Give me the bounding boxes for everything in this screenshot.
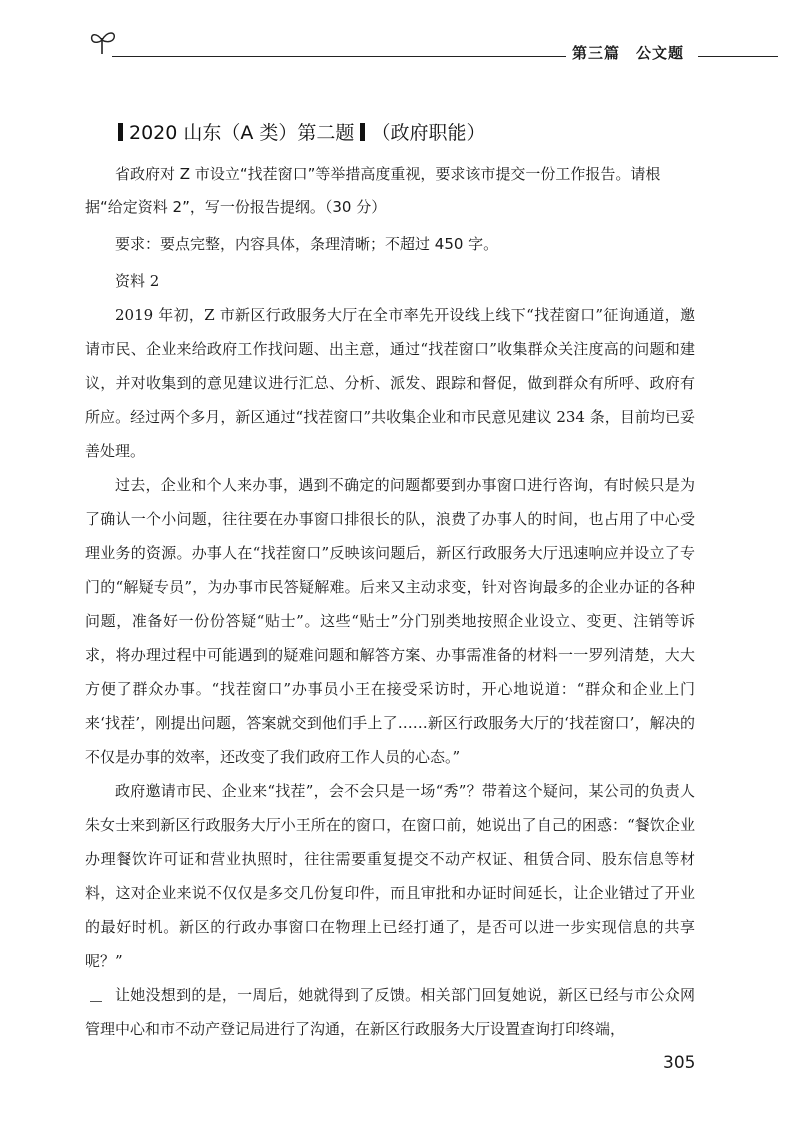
header-rule-right	[698, 56, 778, 57]
material-paragraph: 过去，企业和个人来办事，遇到不确定的问题都要到办事窗口进行咨询，有时候只是为了确认一个小问题，往往要在办事窗口排很长的队，浪费了办事人的时间，也占用了中心受理业务的资源。办事人在“找茬窗口”反映该问题后，新区行政服务大厅迅速响应并设立了专门的“解疑专员”，为办事市民答疑解难。后来又主动求变，针对咨询最多的企业办证的各种问题，准备好一份份答疑“贴士”。这些“贴士”分门别类地按照企业设立、变更、注销等诉求，将办理过程中可能遇到的疑难问题和解答方案、办事需准备的材料一一罗列清楚，大大方便了群众办事。“找茬窗口”办事员小王在接受采访时，开心地说道：“群众和企业上门来‘找茬’，刚提出问题，答案就交到他们手上了……新区行政服务大厅的‘找茬窗口’，解决的不仅是办事的效率，还改变了我们政府工作人员的心态。”	[85, 476, 695, 766]
sprout-icon	[88, 28, 124, 56]
running-header	[88, 26, 778, 66]
material-label: 资料 2	[115, 272, 160, 290]
material-paragraph: 2019 年初，Z 市新区行政服务大厅在全市率先开设线上线下“找茬窗口”征询通道，邀请市民、企业来给政府工作找问题、出主意，通过“找茬窗口”收集群众关注度高的问题和建议，并对收集到的意见建议进行汇总、分析、派发、跟踪和督促，做到群众有所呼、政府有所应。经过两个多月，新区通过“找茬窗口”共收集企业和市民意见建议 234 条，目前均已妥善处理。	[85, 306, 695, 460]
margin-mark	[90, 1001, 102, 1002]
title-main: 2020 山东（A 类）第二题	[129, 122, 355, 144]
page-content	[85, 158, 695, 1046]
title-bar-right	[360, 123, 365, 141]
title-topic: （政府职能）	[371, 122, 486, 144]
material-paragraph: 政府邀请市民、企业来“找茬”，会不会只是一场“秀”？带着这个疑问，某公司的负责人朱女士来到新区行政服务大厅小王所在的窗口，在窗口前，她说出了自己的困惑：“餐饮企业办理餐饮许可证和营业执照时，往往需要重复提交不动产权证、租赁合同、股东信息等材料，这对企业来说不仅仅是多交几份复印件，而且审批和办证时间延长，让企业错过了开业的最好时机。新区的行政办事窗口在物理上已经打通了，是否可以进一步实现信息的共享呢？”	[85, 782, 695, 970]
title-bar-left	[118, 123, 123, 141]
question-prompt: 省政府对 Z 市设立“找茬窗口”等举措高度重视，要求该市提交一份工作报告。请根据“给定资料 2”，写一份报告提纲。（30 分）	[85, 165, 661, 216]
question-requirements: 要求：要点完整，内容具体，条理清晰；不超过 450 字。	[115, 235, 499, 253]
material-paragraph: 让她没想到的是，一周后，她就得到了反馈。相关部门回复她说，新区已经与市公众网管理中心和市不动产登记局进行了沟通，在新区行政服务大厅设置查询打印终端，	[85, 986, 695, 1038]
section-label: 第三篇 公文题	[566, 42, 690, 63]
page-number: 305	[663, 1053, 696, 1073]
question-title	[118, 118, 485, 145]
